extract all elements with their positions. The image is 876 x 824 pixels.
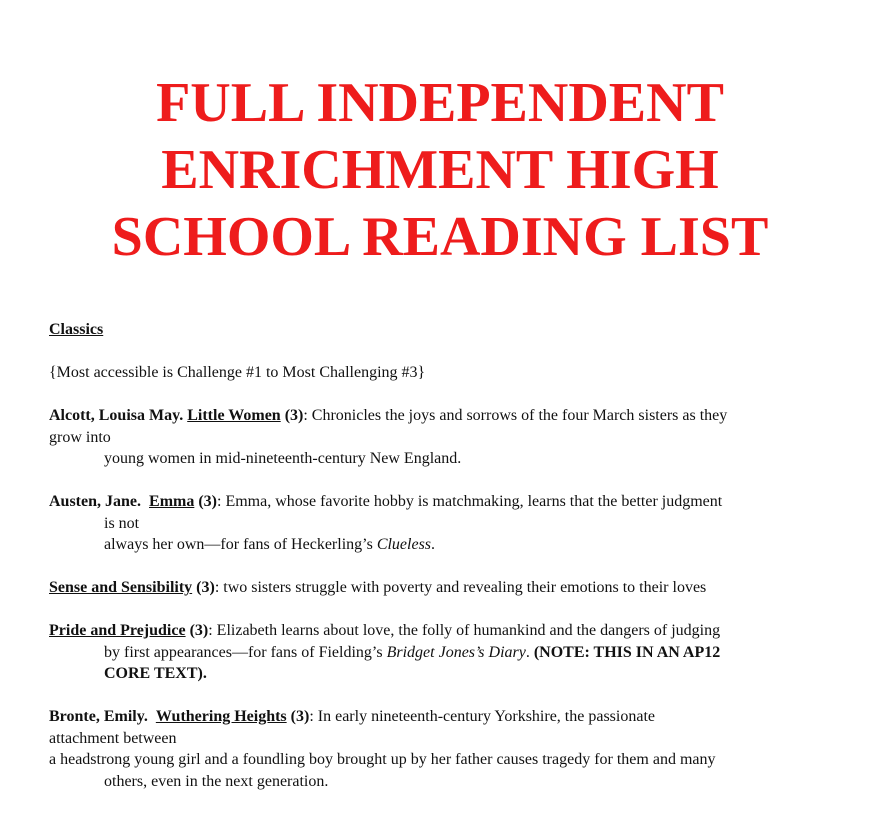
list-item	[49, 706, 849, 792]
page-title	[0, 70, 876, 271]
description-text: : Chronicles the joys and sorrows of the four March sisters as they	[303, 407, 728, 424]
title-line: FULL INDEPENDENT	[156, 72, 724, 134]
entry-line	[49, 706, 849, 728]
book-title: Wuthering Heights	[155, 708, 287, 725]
author-name: Austen, Jane.	[49, 493, 142, 510]
author-name: Alcott, Louisa May.	[49, 407, 184, 424]
book-title: Sense and Sensibility	[49, 579, 193, 596]
italic-title: Clueless	[376, 536, 432, 553]
reading-list	[49, 319, 849, 814]
list-item	[49, 620, 849, 685]
description-text: : Elizabeth learns about love, the folly of humankind and the dangers of judging	[208, 622, 721, 639]
description-text: others, even in the next generation.	[104, 772, 329, 790]
challenge-scale-note: {Most accessible is Challenge #1 to Most Challenging #3}	[49, 364, 426, 381]
core-text-note: (NOTE: THIS IN AN AP12	[533, 643, 721, 661]
author-name: Bronte, Emily.	[49, 708, 148, 725]
entry-line	[49, 491, 849, 513]
book-title: Emma	[149, 493, 195, 510]
entry-line	[49, 405, 849, 427]
description-text: .	[525, 643, 534, 661]
list-item	[49, 405, 849, 470]
description-text: by first appearances—for fans of Fielding’s	[104, 643, 387, 661]
description-text: attachment between	[49, 729, 177, 747]
description-text: always her own—for fans of Heckerling’s	[104, 536, 377, 553]
entry-line	[49, 577, 849, 599]
description-text: .	[431, 536, 436, 553]
title-line: ENRICHMENT HIGH	[161, 139, 719, 201]
challenge-level: (3)	[290, 708, 310, 725]
challenge-level: (3)	[196, 579, 215, 596]
title-line: SCHOOL READING LIST	[111, 206, 769, 268]
list-item	[49, 577, 849, 599]
description-text: : Emma, whose favorite hobby is matchmaking, learns that the better judgment	[217, 493, 723, 510]
entry-line	[49, 534, 849, 556]
challenge-level: (3)	[284, 407, 304, 424]
list-item	[49, 491, 849, 556]
book-title: Little Women	[187, 407, 281, 424]
section-heading: Classics	[49, 321, 104, 338]
description-text: young women in mid-nineteenth-century New England.	[104, 450, 462, 467]
section-heading-paragraph	[49, 319, 849, 341]
italic-title: Bridget Jones’s Diary	[386, 643, 526, 661]
challenge-level: (3)	[198, 493, 217, 510]
core-text-note: CORE TEXT).	[104, 665, 207, 682]
entry-line	[49, 642, 849, 664]
description-text: : two sisters struggle with poverty and revealing their emotions to their loves	[214, 579, 707, 596]
description-text: grow into	[49, 428, 111, 446]
entry-line	[49, 620, 849, 642]
challenge-level: (3)	[189, 622, 209, 639]
description-text: a headstrong young girl and a foundling boy brought up by her father causes tragedy for them and many	[49, 751, 716, 768]
description-text: : In early nineteenth-century Yorkshire, the passionate	[309, 708, 655, 725]
description-text: is not	[104, 514, 140, 532]
book-title: Pride and Prejudice	[49, 622, 186, 639]
